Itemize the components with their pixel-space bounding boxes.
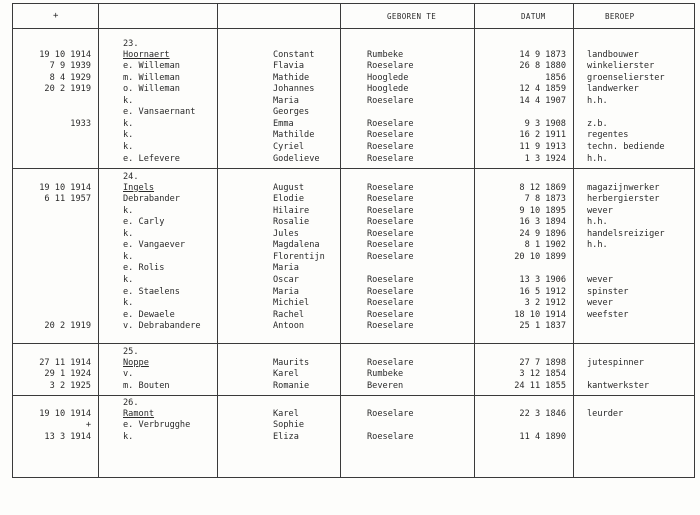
birth-date: 3 2 1912 bbox=[524, 298, 566, 309]
table-border-right bbox=[694, 3, 695, 477]
birth-date: 16 5 1912 bbox=[519, 286, 566, 297]
death-date: 7 9 1939 bbox=[49, 61, 91, 72]
person-name: e. Vansaernant bbox=[123, 107, 196, 118]
first-name: Maurits bbox=[273, 357, 310, 368]
birthplace: Hooglede bbox=[367, 72, 409, 83]
birthplace: Roeselare bbox=[367, 431, 414, 442]
birthplace: Rumbeke bbox=[367, 369, 404, 380]
person-name: k. bbox=[123, 228, 134, 239]
profession: kantwerkster bbox=[587, 380, 650, 391]
first-name: Karel bbox=[273, 369, 299, 380]
table-border-left bbox=[12, 3, 13, 477]
birth-date: 8 12 1869 bbox=[519, 182, 566, 193]
first-name: Karel bbox=[273, 408, 299, 419]
family-divider bbox=[12, 343, 695, 344]
person-name: Ramont bbox=[123, 408, 155, 419]
death-date: 27 11 1914 bbox=[39, 357, 91, 368]
header-birthplace: GEBOREN TE bbox=[387, 12, 437, 21]
person-name: e. Dewaele bbox=[123, 309, 175, 320]
table-border-top bbox=[12, 3, 695, 4]
birthplace: Roeselare bbox=[367, 240, 414, 251]
birthplace: Rumbeke bbox=[367, 49, 404, 60]
person-name: e. Rolis bbox=[123, 263, 165, 274]
person-name: k. bbox=[123, 205, 134, 216]
death-date: 6 11 1957 bbox=[44, 194, 91, 205]
profession: weefster bbox=[587, 309, 629, 320]
first-name: Antoon bbox=[273, 321, 305, 332]
profession: h.h. bbox=[587, 95, 608, 106]
birthplace: Roeselare bbox=[367, 274, 414, 285]
birth-date: 8 1 1902 bbox=[524, 240, 566, 251]
family-divider bbox=[12, 395, 695, 396]
birth-date: 12 4 1859 bbox=[519, 84, 566, 95]
death-date: 29 1 1924 bbox=[44, 369, 91, 380]
profession: z.b. bbox=[587, 118, 608, 129]
first-name: Godelieve bbox=[273, 153, 320, 164]
birth-date: 14 9 1873 bbox=[519, 49, 566, 60]
profession: herbergierster bbox=[587, 194, 660, 205]
person-name: o. Willeman bbox=[123, 84, 180, 95]
person-name: Ingels bbox=[123, 182, 155, 193]
birthplace: Roeselare bbox=[367, 251, 414, 262]
birthplace: Roeselare bbox=[367, 205, 414, 216]
profession: regentes bbox=[587, 130, 629, 141]
person-name: Debrabander bbox=[123, 194, 180, 205]
death-date: 19 10 1914 bbox=[39, 408, 91, 419]
death-date: 8 4 1929 bbox=[49, 72, 91, 83]
person-name: k. bbox=[123, 118, 134, 129]
person-name: k. bbox=[123, 130, 134, 141]
birth-date: 24 11 1855 bbox=[514, 380, 566, 391]
birthplace: Roeselare bbox=[367, 298, 414, 309]
person-name: k. bbox=[123, 431, 134, 442]
profession: landbouwer bbox=[587, 49, 639, 60]
family-number: 25. bbox=[123, 347, 139, 357]
birth-date: 16 3 1894 bbox=[519, 217, 566, 228]
birthplace: Roeselare bbox=[367, 309, 414, 320]
death-date: 20 2 1919 bbox=[44, 321, 91, 332]
profession: h.h. bbox=[587, 153, 608, 164]
birthplace: Roeselare bbox=[367, 118, 414, 129]
person-name: m. Willeman bbox=[123, 72, 180, 83]
first-name: Rosalie bbox=[273, 217, 310, 228]
profession: wever bbox=[587, 274, 613, 285]
profession: magazijnwerker bbox=[587, 182, 660, 193]
person-name: v. Debrabandere bbox=[123, 321, 201, 332]
profession: handelsreiziger bbox=[587, 228, 665, 239]
birth-date: 25 1 1837 bbox=[519, 321, 566, 332]
person-name: k. bbox=[123, 274, 134, 285]
family-number: 24. bbox=[123, 172, 139, 182]
profession: wever bbox=[587, 298, 613, 309]
person-name: e. Staelens bbox=[123, 286, 180, 297]
person-name: m. Bouten bbox=[123, 380, 170, 391]
profession: landwerker bbox=[587, 84, 639, 95]
birthplace: Roeselare bbox=[367, 228, 414, 239]
profession: h.h. bbox=[587, 217, 608, 228]
first-name: Jules bbox=[273, 228, 299, 239]
birth-date: 7 8 1873 bbox=[524, 194, 566, 205]
first-name: Michiel bbox=[273, 298, 310, 309]
profession: winkelierster bbox=[587, 61, 655, 72]
first-name: Elodie bbox=[273, 194, 305, 205]
first-name: Eliza bbox=[273, 431, 299, 442]
birth-date: 24 9 1896 bbox=[519, 228, 566, 239]
death-date: 19 10 1914 bbox=[39, 49, 91, 60]
first-name: Oscar bbox=[273, 274, 299, 285]
first-name: Maria bbox=[273, 95, 299, 106]
person-name: k. bbox=[123, 141, 134, 152]
person-name: e. Lefevere bbox=[123, 153, 180, 164]
family-number: 26. bbox=[123, 398, 139, 408]
person-name: Noppe bbox=[123, 357, 149, 368]
birth-date: 18 10 1914 bbox=[514, 309, 566, 320]
death-date: 20 2 1919 bbox=[44, 84, 91, 95]
death-date: + bbox=[85, 420, 91, 431]
column-divider bbox=[474, 3, 475, 477]
birth-date: 14 4 1907 bbox=[519, 95, 566, 106]
person-name: Hoornaert bbox=[123, 49, 170, 60]
profession: h.h. bbox=[587, 240, 608, 251]
birthplace: Roeselare bbox=[367, 141, 414, 152]
birth-date: 20 10 1899 bbox=[514, 251, 566, 262]
birthplace: Roeselare bbox=[367, 61, 414, 72]
birth-date: 22 3 1846 bbox=[519, 408, 566, 419]
death-date: 13 3 1914 bbox=[44, 431, 91, 442]
header-divider bbox=[12, 28, 695, 29]
first-name: Mathide bbox=[273, 72, 310, 83]
birth-date: 27 7 1898 bbox=[519, 357, 566, 368]
person-name: k. bbox=[123, 251, 134, 262]
first-name: Magdalena bbox=[273, 240, 320, 251]
birthplace: Roeselare bbox=[367, 95, 414, 106]
person-name: e. Carly bbox=[123, 217, 165, 228]
profession: leurder bbox=[587, 408, 624, 419]
birthplace: Roeselare bbox=[367, 182, 414, 193]
first-name: Flavia bbox=[273, 61, 305, 72]
birthplace: Roeselare bbox=[367, 408, 414, 419]
first-name: Mathilde bbox=[273, 130, 315, 141]
first-name: Johannes bbox=[273, 84, 315, 95]
header-death: + bbox=[53, 11, 59, 21]
person-name: v. bbox=[123, 369, 134, 380]
column-divider bbox=[573, 3, 574, 477]
birthplace: Roeselare bbox=[367, 130, 414, 141]
profession: spinster bbox=[587, 286, 629, 297]
header-date: DATUM bbox=[521, 12, 546, 21]
person-name: e. Vangaever bbox=[123, 240, 186, 251]
birth-date: 16 2 1911 bbox=[519, 130, 566, 141]
death-date: 3 2 1925 bbox=[49, 380, 91, 391]
profession: wever bbox=[587, 205, 613, 216]
column-divider bbox=[340, 3, 341, 477]
profession: groenselierster bbox=[587, 72, 665, 83]
birthplace: Roeselare bbox=[367, 357, 414, 368]
birth-date: 26 8 1880 bbox=[519, 61, 566, 72]
birth-date: 1856 bbox=[545, 72, 566, 83]
birth-date: 9 10 1895 bbox=[519, 205, 566, 216]
column-divider bbox=[217, 3, 218, 477]
first-name: Hilaire bbox=[273, 205, 310, 216]
birthplace: Roeselare bbox=[367, 194, 414, 205]
birth-date: 11 4 1890 bbox=[519, 431, 566, 442]
column-divider bbox=[98, 3, 99, 477]
death-date: 19 10 1914 bbox=[39, 182, 91, 193]
first-name: Romanie bbox=[273, 380, 310, 391]
first-name: Georges bbox=[273, 107, 310, 118]
first-name: Florentijn bbox=[273, 251, 325, 262]
family-number: 23. bbox=[123, 39, 139, 49]
header-profession: BEROEP bbox=[605, 12, 635, 21]
profession: techn. bediende bbox=[587, 141, 665, 152]
birthplace: Hooglede bbox=[367, 84, 409, 95]
person-name: k. bbox=[123, 95, 134, 106]
first-name: Constant bbox=[273, 49, 315, 60]
death-date: 1933 bbox=[70, 118, 91, 129]
birthplace: Roeselare bbox=[367, 321, 414, 332]
birthplace: Roeselare bbox=[367, 153, 414, 164]
first-name: August bbox=[273, 182, 305, 193]
first-name: Cyriel bbox=[273, 141, 305, 152]
birthplace: Roeselare bbox=[367, 286, 414, 297]
birth-date: 13 3 1906 bbox=[519, 274, 566, 285]
birth-date: 11 9 1913 bbox=[519, 141, 566, 152]
first-name: Rachel bbox=[273, 309, 305, 320]
person-name: e. Willeman bbox=[123, 61, 180, 72]
first-name: Emma bbox=[273, 118, 294, 129]
first-name: Maria bbox=[273, 286, 299, 297]
birth-date: 9 3 1908 bbox=[524, 118, 566, 129]
birth-date: 3 12 1854 bbox=[519, 369, 566, 380]
person-name: e. Verbrugghe bbox=[123, 420, 191, 431]
first-name: Sophie bbox=[273, 420, 305, 431]
birthplace: Beveren bbox=[367, 380, 404, 391]
first-name: Maria bbox=[273, 263, 299, 274]
birthplace: Roeselare bbox=[367, 217, 414, 228]
table-border-bottom bbox=[12, 477, 695, 478]
profession: jutespinner bbox=[587, 357, 644, 368]
family-divider bbox=[12, 168, 695, 169]
birth-date: 1 3 1924 bbox=[524, 153, 566, 164]
person-name: k. bbox=[123, 298, 134, 309]
